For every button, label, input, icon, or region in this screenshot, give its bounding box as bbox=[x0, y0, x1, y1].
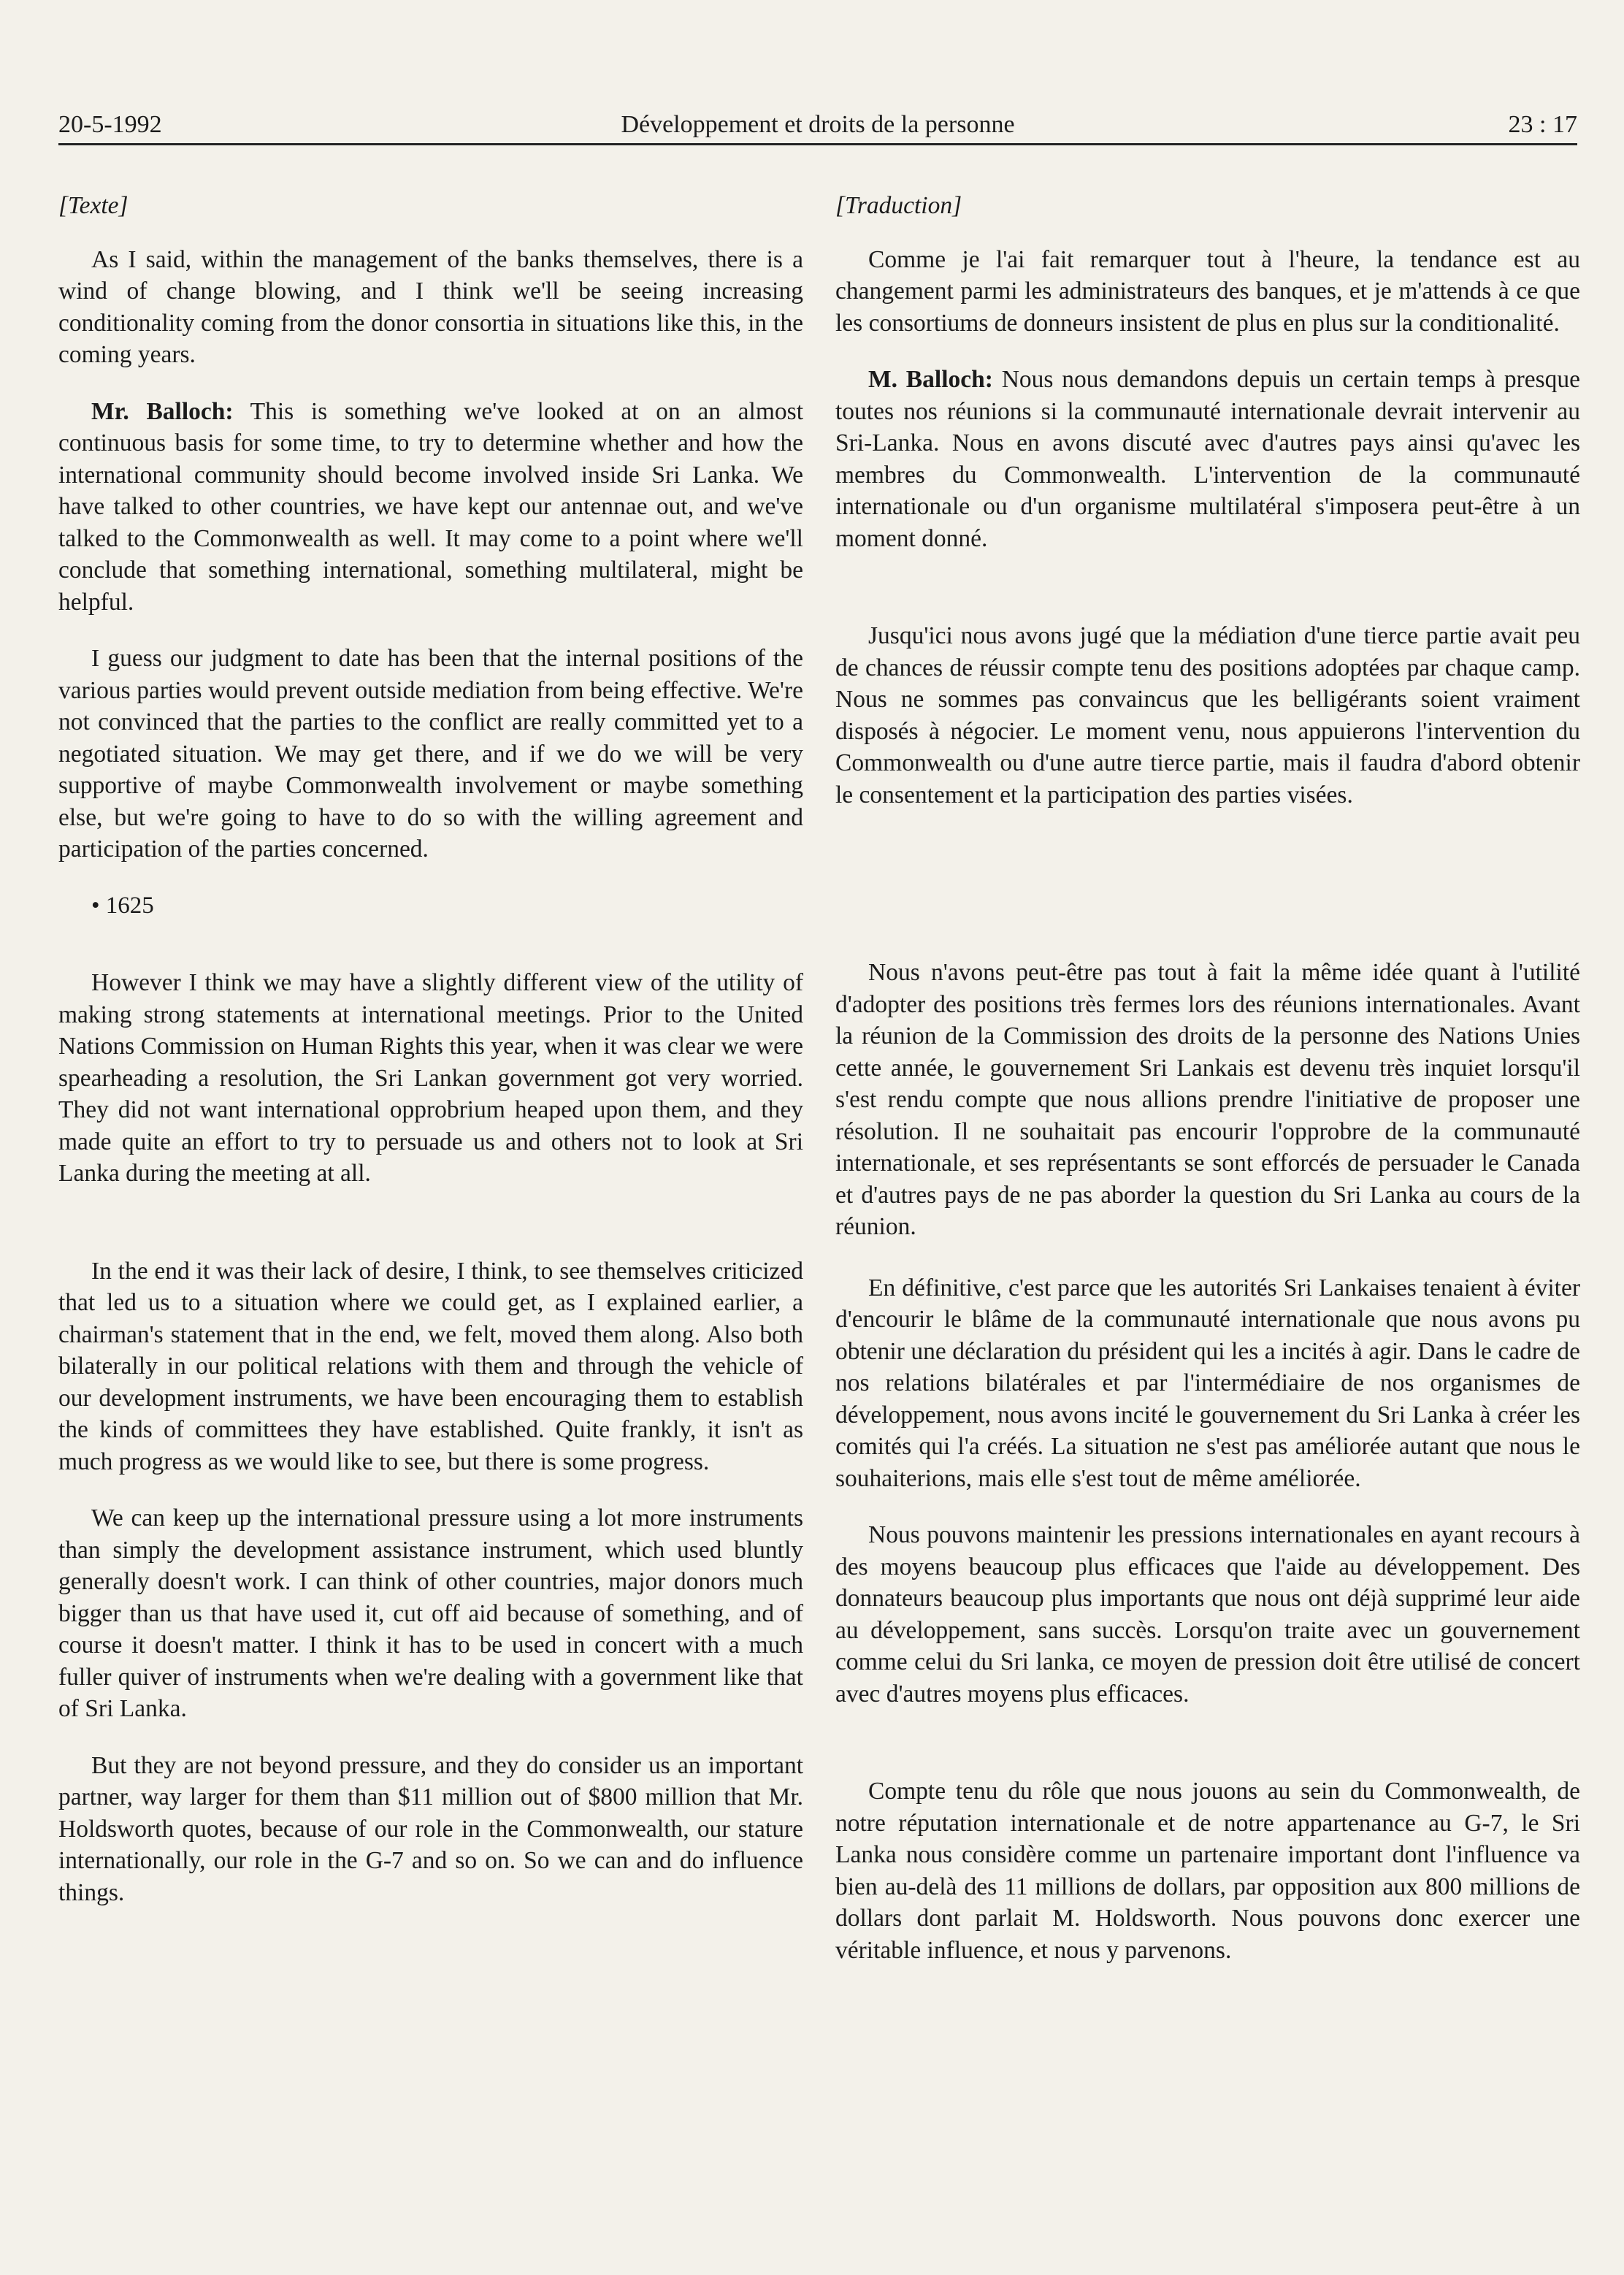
french-column bbox=[835, 190, 1580, 1966]
header-title: Développement et droits de la personne bbox=[621, 111, 1015, 138]
paragraph: As I said, within the management of the banks themselves, there is a wind of change blowing, and I think we'll be seeing increasing conditionality coming from the donor consortia in situations like this, in the coming years. bbox=[58, 245, 803, 368]
time-marker: • 1625 bbox=[91, 892, 154, 919]
speaker-name: M. Balloch: bbox=[868, 366, 993, 393]
paragraph bbox=[835, 364, 1580, 554]
paragraph: Nous n'avons peut-être pas tout à fait la même idée quant à l'utilité d'adopter des positions très fermes lors des réunions internationales. Avant la réunion de la Commission des droits de la personne des Nations Unies cette année, le gouvernement Sri Lankais est devenu très inquiet lorsqu'il s'est rendu compte que nous allions prendre l'initiative de proposer une résolution. Il ne souhaitait pas encourir l'opprobre de la communauté internationale, et ses représentants se sont efforcés de persuader le Canada et d'autres pays de ne pas aborder la question du Sri Lanka au cours de la réunion. bbox=[835, 959, 1580, 1240]
paragraph: But they are not beyond pressure, and they do consider us an important partner, way larger for them than $11 million out of $800 million that Mr. Holdsworth quotes, because of our role in the Commonwealth, our stature internationally, our role in the G-7 and so on. So we can and do influence things. bbox=[58, 1751, 803, 1906]
speaker-name: Mr. Balloch: bbox=[91, 397, 234, 425]
paragraph: Comme je l'ai fait remarquer tout à l'heure, la tendance est au changement parmi les administrateurs des banques, et je m'attends à ce que les consortiums de donneurs insistent de plus en plus sur la conditionalité. bbox=[835, 245, 1580, 337]
paragraph: In the end it was their lack of desire, I think, to see themselves criticized that led us to a situation where we could get, as I explained earlier, a chairman's statement that in the end, we felt, moved them along. Also both bilaterally in our political relations with them and through the vehicle of our development instruments, we have been encouraging them to establish the kinds of committees they have established. Quite frankly, it isn't as much progress as we would like to see, but there is some progress. bbox=[58, 1257, 803, 1475]
speaker-text: This is something we've looked at on an almost continuous basis for some time, to try to determine whether and how the international community should become involved inside Sri Lanka. We have talked to other countries, we have kept our antennae out, and we've talked to the Commonwealth as well. It may come to a point where we'll conclude that something international, something multilateral, might be helpful. bbox=[58, 397, 804, 616]
text-label: [Texte] bbox=[58, 192, 129, 219]
paragraph: We can keep up the international pressure using a lot more instruments than simply the development assistance instrument, which used bluntly generally doesn't work. I can think of other countries, major donors much bigger than us that have used it, cut off aid because of something, and of course it doesn't matter. I think it has to be used in concert with a much fuller quiver of instruments when we're dealing with a government like that of Sri Lanka. bbox=[58, 1504, 803, 1722]
paragraph: Nous pouvons maintenir les pressions internationales en ayant recours à des moyens beaucoup plus efficaces que l'aide au développement. Des donnateurs beaucoup plus importants que nous ont déjà supprimé leur aide au développement, sans succès. Lorsqu'on traite avec un gouvernement comme celui du Sri lanka, ce moyen de pression doit être utilisé de concert avec d'autres moyens plus efficaces. bbox=[835, 1521, 1580, 1708]
header-date: 20-5-1992 bbox=[58, 111, 162, 138]
paragraph: Compte tenu du rôle que nous jouons au sein du Commonwealth, de notre réputation internationale et de notre appartenance au G-7, le Sri Lanka nous considère comme un partenaire important dont l'influence va bien au-delà des 11 millions de dollars, par opposition aux 800 millions de dollars dont parlait M. Holdsworth. Nous pouvons donc exercer une véritable influence, et nous y parvenons. bbox=[835, 1778, 1580, 1964]
paragraph: Jusqu'ici nous avons jugé que la médiation d'une tierce partie avait peu de chances de réussir compte tenu des positions adoptées par chaque camp. Nous ne sommes pas convaincus que les belligérants soient vraiment disposés à négocier. Le moment venu, nous appuierons l'intervention du Commonwealth ou d'une autre tierce partie, mais il faudra d'abord obtenir le consentement et la participation des parties visées. bbox=[835, 622, 1580, 808]
translation-label: [Traduction] bbox=[835, 192, 962, 219]
paragraph: En définitive, c'est parce que les autorités Sri Lankaises tenaient à éviter d'encourir le blâme de la communauté internationale que nous avons pu obtenir une déclaration du président qui les a incités à agir. Dans le cadre de nos relations bilatérales et par l'intermédiaire de nos organismes de développement, nous avons incité le gouvernement du Sri Lanka à créer les comités qui l'a créés. La situation ne s'est pas améliorée autant que nous le souhaiterions, mais elle s'est tout de même améliorée. bbox=[835, 1274, 1580, 1492]
paragraph: I guess our judgment to date has been that the internal positions of the various parties would prevent outside mediation from being effective. We're not convinced that the parties to the conflict are really committed yet to a negotiated situation. We may get there, and if we do we will be very supportive of maybe Commonwealth involvement or maybe something else, but we're going to have to do so with the willing agreement and participation of the parties concerned. bbox=[58, 645, 803, 863]
paragraph bbox=[58, 396, 803, 619]
page-header bbox=[58, 102, 1577, 145]
speaker-text: Nous nous demandons depuis un certain temps à presque toutes nos réunions si la communauté internationale devrait intervenir au Sri-Lanka. Nous en avons discuté avec d'autres pays ainsi qu'avec les membres du Commonwealth. L'intervention de la communauté internationale ou d'un organisme multilatéral s'imposera peut-être à un moment donné. bbox=[835, 366, 1580, 552]
english-column bbox=[58, 190, 803, 1908]
paragraph: However I think we may have a slightly different view of the utility of making strong statements at international meetings. Prior to the United Nations Commission on Human Rights this year, when it was clear we were spearheading a resolution, the Sri Lankan government got very worried. They did not want international opprobrium heaped upon them, and they made quite an effort to try to persuade us and others not to look at Sri Lanka during the meeting at all. bbox=[58, 969, 803, 1187]
header-page-number: 23 : 17 bbox=[1508, 111, 1577, 138]
